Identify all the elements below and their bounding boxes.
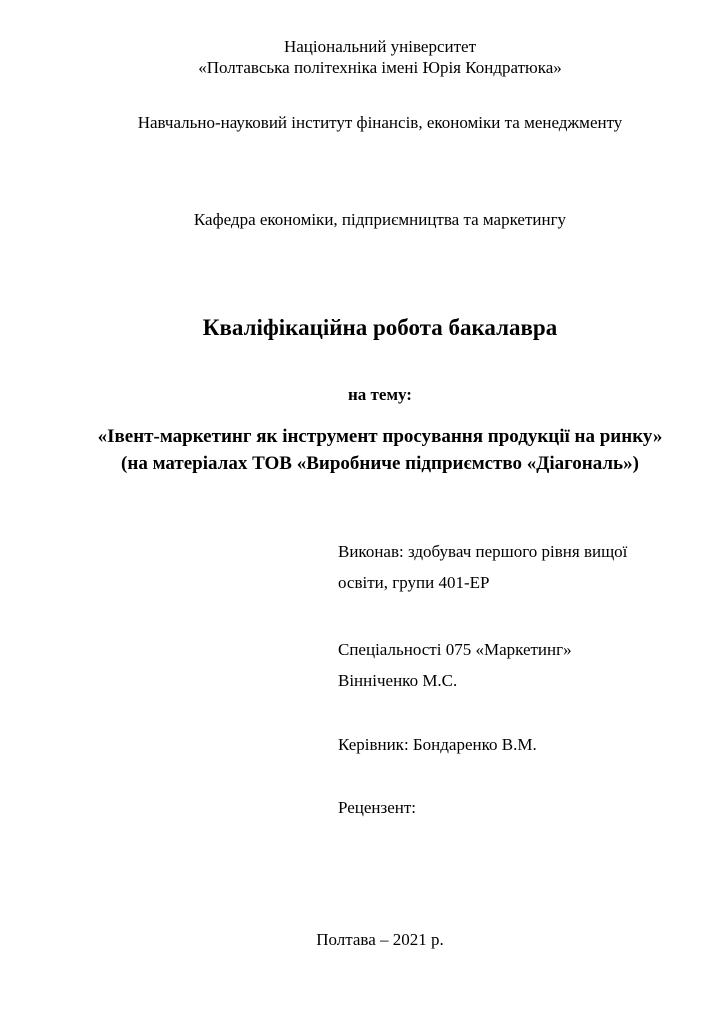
work-title: Кваліфікаційна робота бакалавра — [202, 315, 558, 340]
student-name: Вінніченко М.С. — [338, 671, 458, 690]
reviewer-label: Рецензент: — [338, 798, 417, 817]
university-name-line1: Національний університет — [283, 37, 477, 56]
supervisor-line: Керівник: Бондаренко В.М. — [338, 735, 537, 754]
institute-name: Навчально-науковий інститут фінансів, економіки та менеджменту — [137, 113, 623, 132]
specialty-line: Спеціальності 075 «Маркетинг» — [338, 640, 572, 659]
topic-label: на тему: — [348, 385, 412, 404]
topic-line2: (на матеріалах ТОВ «Виробниче підприємство «Діагональ») — [121, 453, 639, 474]
department-name: Кафедра економіки, підприємництва та маркетингу — [193, 210, 567, 229]
executor-line1: Виконав: здобувач першого рівня вищої — [338, 542, 628, 561]
executor-line2: освіти, групи 401-ЕР — [338, 573, 490, 592]
footer-city-year: Полтава – 2021 р. — [316, 930, 444, 949]
topic-line1: «Івент-маркетинг як інструмент просування продукції на ринку» — [97, 426, 663, 447]
university-name-line2: «Полтавська політехніка імені Юрія Кондратюка» — [198, 58, 562, 77]
